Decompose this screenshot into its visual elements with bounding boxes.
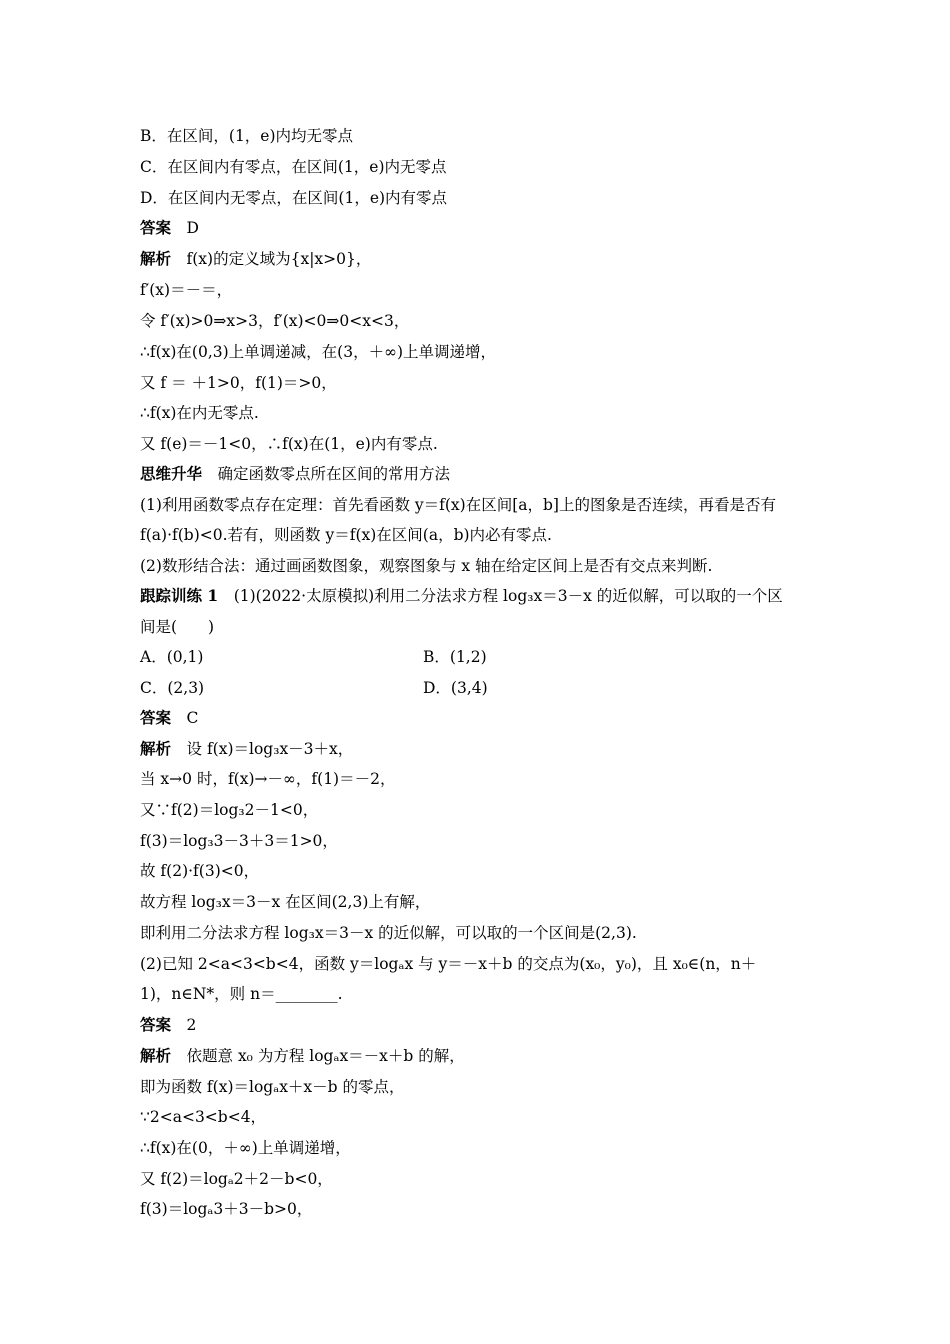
summary-heading: 思维升华 确定函数零点所在区间的常用方法 — [140, 464, 451, 483]
text-line: f(3)＝log₃3－3＋3＝1>0， — [140, 832, 338, 850]
text-line: 即为函数 f(x)＝logₐx＋x－b 的零点， — [140, 1078, 405, 1096]
option-c: C．在区间内有零点，在区间(1，e)内无零点 — [140, 158, 447, 176]
text-line: (2)数形结合法：通过画函数图象，观察图象与 x 轴在给定区间上是否有交点来判断. — [140, 557, 713, 575]
answer-line: 答案 C — [140, 708, 199, 727]
option-row — [140, 646, 810, 668]
text-line: 即利用二分法求方程 log₃x＝3－x 的近似解，可以取的一个区间是(2,3). — [140, 924, 637, 942]
option-b: B．在区间，(1，e)内均无零点 — [140, 127, 354, 145]
text-line: f(a)·f(b)<0.若有，则函数 y＝f(x)在区间(a，b)内必有零点. — [140, 526, 552, 544]
option-d: D．在区间内无零点，在区间(1，e)内有零点 — [140, 189, 448, 207]
text-line: 故 f(2)·f(3)<0， — [140, 862, 260, 880]
text-line: 间是( ) — [140, 618, 215, 636]
option-row — [140, 677, 810, 699]
text-line: ∴f(x)在内无零点. — [140, 404, 259, 422]
text-line: (2)已知 2<a<3<b<4，函数 y＝logₐx 与 y＝－x＋b 的交点为(x₀，y₀)，且 x₀∈(n，n＋ — [140, 955, 757, 973]
text-line: 当 x→0 时，f(x)→－∞，f(1)＝－2， — [140, 770, 396, 788]
option-c: C．(2,3) — [140, 679, 205, 697]
option-d: D．(3,4) — [423, 679, 488, 697]
text-line: 故方程 log₃x＝3－x 在区间(2,3)上有解， — [140, 893, 431, 911]
text-line: 又∵f(2)＝log₃2－1<0， — [140, 801, 319, 819]
text-line: ∴f(x)在(0，＋∞)上单调递增， — [140, 1139, 351, 1157]
text-line: ∵2<a<3<b<4， — [140, 1108, 267, 1126]
analysis-line: 解析 设 f(x)＝log₃x－3＋x， — [140, 739, 354, 758]
text-line: 又 f ＝ ＋1>0，f(1)＝>0， — [140, 374, 337, 392]
text-line: 1)，n∈N*，则 n＝________. — [140, 985, 343, 1003]
answer-line: 答案 2 — [140, 1015, 197, 1034]
exercise-heading: 跟踪训练 1 (1)(2022·太原模拟)利用二分法求方程 log₃x＝3－x 的近似解，可以取的一个区 — [140, 586, 783, 605]
text-line: 又 f(2)＝logₐ2＋2－b<0， — [140, 1170, 333, 1188]
analysis-line: 解析 依题意 x₀ 为方程 logₐx＝－x＋b 的解， — [140, 1046, 465, 1065]
text-line: (1)利用函数零点存在定理：首先看函数 y＝f(x)在区间[a，b]上的图象是否连续，再看是否有 — [140, 496, 776, 514]
option-a: A．(0,1) — [140, 648, 204, 666]
answer-line: 答案 D — [140, 218, 199, 237]
text-line: 又 f(e)＝－1<0，∴f(x)在(1，e)内有零点. — [140, 435, 438, 453]
text-line: ∴f(x)在(0,3)上单调递减，在(3，＋∞)上单调递增， — [140, 343, 497, 361]
option-b: B．(1,2) — [423, 648, 487, 666]
text-line: 令 f′(x)>0⇒x>3，f′(x)<0⇒0<x<3， — [140, 312, 410, 330]
text-line: f′(x)＝－＝， — [140, 281, 233, 299]
text-line: f(3)＝logₐ3＋3－b>0， — [140, 1200, 313, 1218]
analysis-line: 解析 f(x)的定义域为{x|x>0}， — [140, 249, 372, 268]
